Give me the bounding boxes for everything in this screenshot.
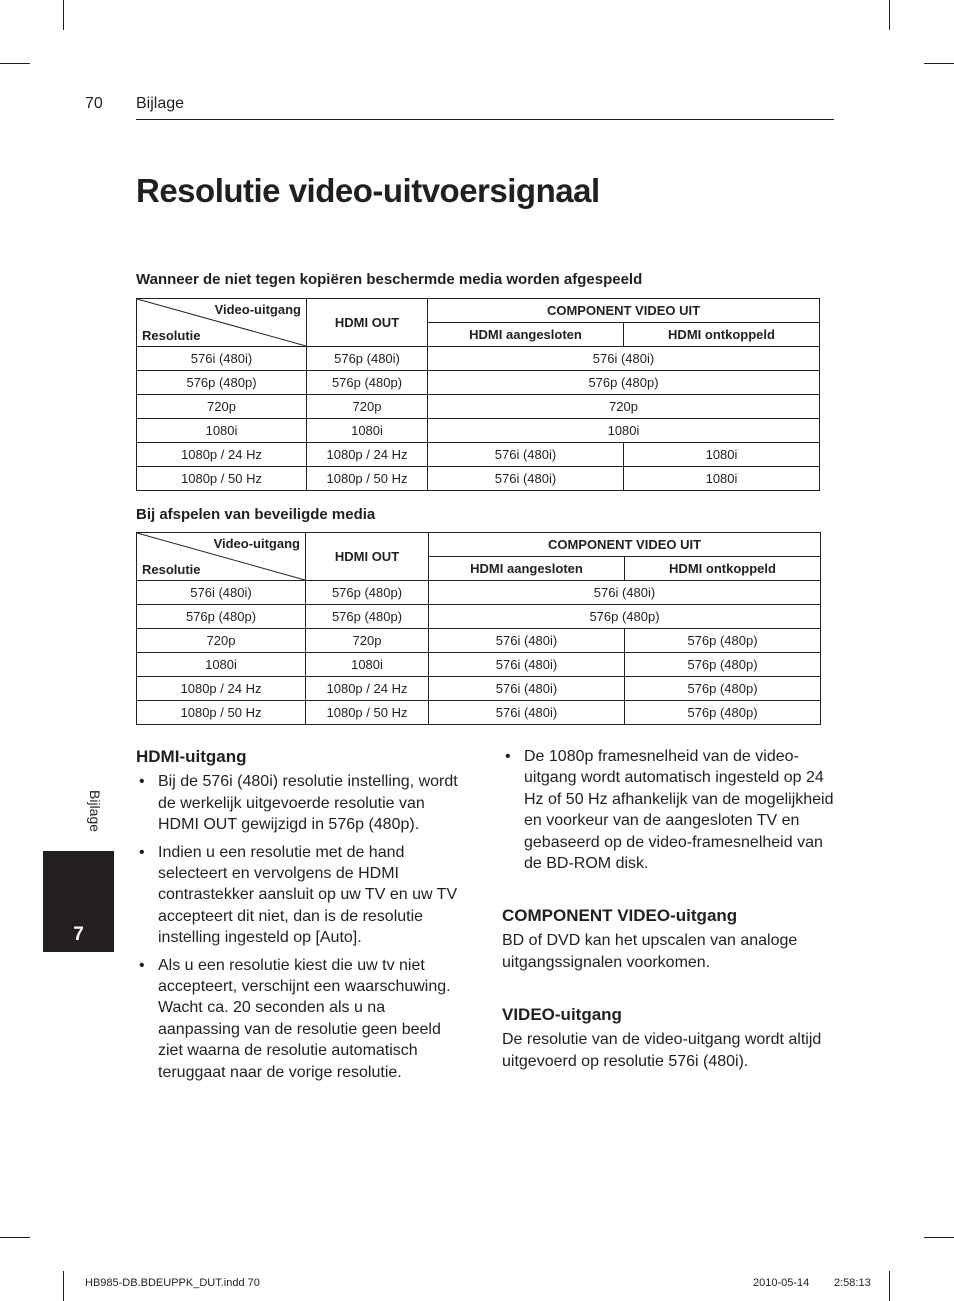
resolution-cell: 1080p / 50 Hz: [137, 701, 306, 725]
hdmi-disconnected-cell: 576p (480p): [625, 677, 821, 701]
hdmi-out-cell: 1080p / 50 Hz: [307, 467, 428, 491]
bullet: •: [139, 773, 145, 791]
resolution-cell: 720p: [137, 629, 306, 653]
table-row: [137, 419, 820, 443]
list-item-text: Bij de 576i (480i) resolutie instelling, wordt de werkelijk uitgevoerde resolutie van HDMI OUT gewijzigd in 576p (480p).: [158, 773, 458, 834]
hdmi-output-section: [136, 746, 466, 1089]
crop-mark: [0, 1237, 30, 1238]
crop-mark: [63, 1271, 64, 1301]
corner-bottom-label: Resolutie: [142, 328, 201, 343]
table-row: [137, 629, 821, 653]
hdmi-out-cell: 576p (480p): [306, 605, 429, 629]
hdmi-out-cell: 720p: [306, 629, 429, 653]
page-number: 70: [85, 95, 103, 112]
list-item-text: Als u een resolutie kiest die uw tv niet accepteert, verschijnt een waarschuwing. Wacht ca. 20 seconden als u na aanpassing van de resolutie geen beeld ziet waarna de resolutie automatisch teruggaat naar de vorige resolutie.: [158, 956, 451, 1081]
hdmi-out-header: HDMI OUT: [306, 533, 429, 581]
crop-mark: [924, 63, 954, 64]
video-output-section: [502, 1004, 837, 1072]
hdmi-out-cell: 576p (480i): [307, 347, 428, 371]
list-item-text: Indien u een resolutie met de hand selecteert en vervolgens de HDMI contrastekker aansluit op uw TV en uw TV accepteert dit niet, dan is de resolutie instelling ingesteld op [Auto].: [158, 843, 458, 947]
footer-file: HB985-DB.BDEUPPK_DUT.indd 70: [85, 1277, 260, 1289]
list-item-text: De 1080p framesnelheid van de video-uitgang wordt automatisch ingesteld op 24 Hz of 50 Hz afhankelijk van de mogelijkheid en voorkeur van de aangesloten TV en gebaseerd op de video-framesnelheid van de BD-ROM disk.: [524, 748, 834, 873]
table-row: [137, 701, 821, 725]
component-cell: 576i (480i): [429, 581, 821, 605]
footer-time: 2:58:13: [834, 1277, 871, 1289]
hdmi-disconnected-cell: 1080i: [624, 467, 820, 491]
table-row: [137, 653, 821, 677]
hdmi-connected-cell: 576i (480i): [429, 701, 625, 725]
footer-date: 2010-05-14: [753, 1277, 810, 1289]
hdmi-out-cell: 1080p / 24 Hz: [307, 443, 428, 467]
hdmi-disconnected-cell: 576p (480p): [625, 653, 821, 677]
component-output-heading: COMPONENT VIDEO-uitgang: [502, 906, 738, 925]
chapter-number: 7: [73, 924, 84, 945]
side-tab-label: Bijlage: [87, 790, 103, 833]
table-row: [137, 443, 820, 467]
list-item: [136, 842, 466, 949]
hdmi-out-cell: 720p: [307, 395, 428, 419]
corner-bottom-label: Resolutie: [142, 562, 201, 577]
resolution-cell: 576i (480i): [137, 347, 307, 371]
hdmi-connected-cell: 576i (480i): [429, 677, 625, 701]
hdmi-disconnected-cell: 576p (480p): [625, 629, 821, 653]
corner-top-label: Video-uitgang: [213, 536, 300, 551]
table-row: [137, 371, 820, 395]
resolution-cell: 1080p / 50 Hz: [137, 467, 307, 491]
resolution-cell: 720p: [137, 395, 307, 419]
corner-cell: [137, 299, 307, 347]
crop-mark: [924, 1237, 954, 1238]
hdmi-disconnected-header: HDMI ontkoppeld: [624, 323, 820, 347]
hdmi-output-heading: HDMI-uitgang: [136, 747, 247, 766]
chapter-tab: [43, 851, 114, 952]
hdmi-connected-cell: 576i (480i): [429, 629, 625, 653]
hdmi-out-cell: 576p (480p): [306, 581, 429, 605]
table-row: [137, 347, 820, 371]
resolution-table-unprotected: [136, 298, 820, 491]
component-cell: 720p: [428, 395, 820, 419]
crop-mark: [889, 1271, 890, 1301]
hdmi-out-header: HDMI OUT: [307, 299, 428, 347]
corner-top-label: Video-uitgang: [214, 302, 301, 317]
crop-mark: [0, 63, 30, 64]
resolution-table-protected: [136, 532, 821, 725]
list-item: [136, 955, 466, 1083]
table-row: [137, 395, 820, 419]
bullet: •: [139, 843, 145, 861]
hdmi-out-cell: 576p (480p): [307, 371, 428, 395]
hdmi-connected-cell: 576i (480i): [428, 467, 624, 491]
resolution-cell: 576p (480p): [137, 605, 306, 629]
hdmi-connected-cell: 576i (480i): [429, 653, 625, 677]
resolution-cell: 576i (480i): [137, 581, 306, 605]
table-row: [137, 467, 820, 491]
video-output-text: De resolutie van de video-uitgang wordt altijd uitgevoerd op resolutie 576i (480i).: [502, 1031, 822, 1070]
header-rule: [136, 119, 834, 120]
resolution-cell: 576p (480p): [137, 371, 307, 395]
component-cell: 576p (480p): [429, 605, 821, 629]
bullet: •: [139, 956, 145, 974]
hdmi-connected-cell: 576i (480i): [428, 443, 624, 467]
page-title: Resolutie video-uitvoersignaal: [136, 172, 600, 209]
component-header: COMPONENT VIDEO UIT: [428, 299, 820, 323]
table-row: [137, 605, 821, 629]
hdmi-disconnected-cell: 576p (480p): [625, 701, 821, 725]
list-item: [502, 746, 837, 874]
hdmi-out-cell: 1080p / 50 Hz: [306, 701, 429, 725]
hdmi-connected-header: HDMI aangesloten: [429, 557, 625, 581]
hdmi-out-cell: 1080i: [307, 419, 428, 443]
component-cell: 576i (480i): [428, 347, 820, 371]
hdmi-out-cell: 1080i: [306, 653, 429, 677]
bullet: •: [505, 748, 511, 765]
corner-cell: [137, 533, 306, 581]
table1-heading: Wanneer de niet tegen kopiëren beschermde media worden afgespeeld: [136, 271, 643, 288]
table-row: [137, 581, 821, 605]
list-item: [136, 771, 466, 835]
hdmi-connected-header: HDMI aangesloten: [428, 323, 624, 347]
resolution-cell: 1080i: [137, 419, 307, 443]
component-cell: 576p (480p): [428, 371, 820, 395]
crop-mark: [63, 0, 64, 30]
resolution-cell: 1080i: [137, 653, 306, 677]
resolution-cell: 1080p / 24 Hz: [137, 443, 307, 467]
right-column: [502, 746, 837, 880]
section-name: Bijlage: [136, 95, 185, 112]
component-output-text: BD of DVD kan het upscalen van analoge uitgangssignalen voorkomen.: [502, 932, 798, 971]
hdmi-out-cell: 1080p / 24 Hz: [306, 677, 429, 701]
resolution-cell: 1080p / 24 Hz: [137, 677, 306, 701]
hdmi-disconnected-header: HDMI ontkoppeld: [625, 557, 821, 581]
component-header: COMPONENT VIDEO UIT: [429, 533, 821, 557]
component-cell: 1080i: [428, 419, 820, 443]
hdmi-disconnected-cell: 1080i: [624, 443, 820, 467]
video-output-heading: VIDEO-uitgang: [502, 1005, 622, 1024]
table-row: [137, 677, 821, 701]
table2-heading: Bij afspelen van beveiligde media: [136, 506, 376, 523]
component-output-section: [502, 905, 837, 973]
crop-mark: [889, 0, 890, 30]
